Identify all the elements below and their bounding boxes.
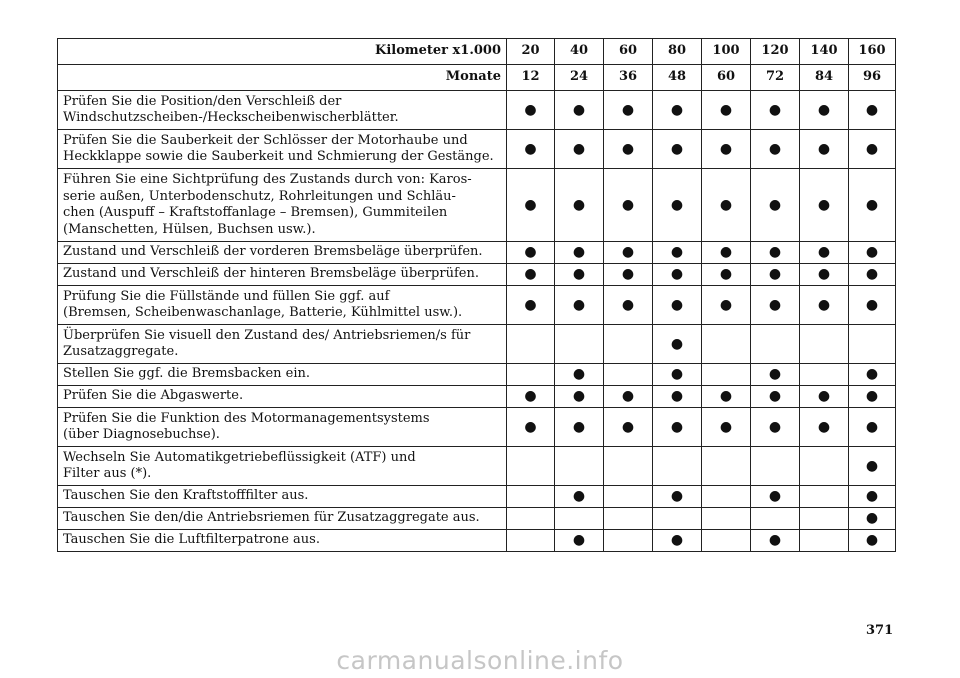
watermark-text: carmanualsonline.info [336, 646, 624, 675]
empty-cell [604, 364, 653, 386]
scheduled-dot: ● [507, 242, 555, 264]
scheduled-dot: ● [604, 91, 653, 130]
scheduled-dot: ● [555, 486, 604, 508]
scheduled-dot: ● [604, 169, 653, 242]
km-value: 120 [751, 39, 800, 65]
scheduled-dot: ● [604, 242, 653, 264]
empty-cell [604, 325, 653, 364]
scheduled-dot: ● [800, 264, 849, 286]
scheduled-dot: ● [751, 169, 800, 242]
task-description: Tauschen Sie den/die Antriebsriemen für Zusatzaggregate aus. [58, 508, 507, 530]
scheduled-dot: ● [604, 286, 653, 325]
km-value: 60 [604, 39, 653, 65]
empty-cell [507, 508, 555, 530]
scheduled-dot: ● [800, 242, 849, 264]
empty-cell [800, 364, 849, 386]
scheduled-dot: ● [555, 530, 604, 552]
scheduled-dot: ● [507, 91, 555, 130]
months-value: 60 [702, 65, 751, 91]
empty-cell [653, 508, 702, 530]
empty-cell [555, 508, 604, 530]
km-value: 20 [507, 39, 555, 65]
task-description: Tauschen Sie den Kraftstofffilter aus. [58, 486, 507, 508]
task-description: Überprüfen Sie visuell den Zustand des/ Antriebsriemen/s für Zusatzaggregate. [58, 325, 507, 364]
task-description: Prüfen Sie die Sauberkeit der Schlösser der Motorhaube und Heckklappe sowie die Sauberkeit und Schmierung der Gestänge. [58, 130, 507, 169]
scheduled-dot: ● [751, 264, 800, 286]
km-value: 160 [849, 39, 896, 65]
empty-cell [604, 447, 653, 486]
scheduled-dot: ● [800, 130, 849, 169]
scheduled-dot: ● [849, 286, 896, 325]
table-row [58, 508, 896, 530]
scheduled-dot: ● [653, 130, 702, 169]
table-row [58, 408, 896, 447]
task-description: Prüfen Sie die Abgaswerte. [58, 386, 507, 408]
empty-cell [702, 486, 751, 508]
scheduled-dot: ● [555, 364, 604, 386]
km-value: 80 [653, 39, 702, 65]
empty-cell [800, 447, 849, 486]
table-row [58, 91, 896, 130]
scheduled-dot: ● [555, 91, 604, 130]
empty-cell [507, 447, 555, 486]
table-row [58, 242, 896, 264]
task-description: Führen Sie eine Sichtprüfung des Zustands durch von: Karos- serie außen, Unterbodenschutz, Rohrleitungen und Schläu- chen (Auspuff – Kraftstoffanlage – Bremsen), Gummiteilen (Manschetten, Hülsen, Buchsen usw.). [58, 169, 507, 242]
scheduled-dot: ● [849, 530, 896, 552]
empty-cell [702, 364, 751, 386]
scheduled-dot: ● [555, 130, 604, 169]
scheduled-dot: ● [702, 130, 751, 169]
scheduled-dot: ● [653, 530, 702, 552]
table-row [58, 530, 896, 552]
maintenance-schedule-table [57, 38, 896, 552]
scheduled-dot: ● [507, 408, 555, 447]
scheduled-dot: ● [702, 264, 751, 286]
empty-cell [800, 486, 849, 508]
scheduled-dot: ● [849, 169, 896, 242]
scheduled-dot: ● [507, 386, 555, 408]
empty-cell [702, 530, 751, 552]
scheduled-dot: ● [604, 386, 653, 408]
km-value: 140 [800, 39, 849, 65]
scheduled-dot: ● [653, 486, 702, 508]
scheduled-dot: ● [751, 286, 800, 325]
empty-cell [555, 447, 604, 486]
empty-cell [702, 325, 751, 364]
header-row-months [58, 65, 896, 91]
scheduled-dot: ● [507, 169, 555, 242]
months-value: 24 [555, 65, 604, 91]
empty-cell [751, 508, 800, 530]
scheduled-dot: ● [751, 242, 800, 264]
task-description: Prüfen Sie die Position/den Verschleiß der Windschutzscheiben-/Heckscheibenwischerblätter. [58, 91, 507, 130]
scheduled-dot: ● [702, 169, 751, 242]
scheduled-dot: ● [555, 169, 604, 242]
empty-cell [604, 530, 653, 552]
months-value: 48 [653, 65, 702, 91]
scheduled-dot: ● [702, 286, 751, 325]
scheduled-dot: ● [751, 486, 800, 508]
scheduled-dot: ● [555, 386, 604, 408]
empty-cell [507, 530, 555, 552]
empty-cell [800, 508, 849, 530]
empty-cell [702, 508, 751, 530]
km-value: 100 [702, 39, 751, 65]
scheduled-dot: ● [555, 408, 604, 447]
scheduled-dot: ● [653, 408, 702, 447]
task-description: Stellen Sie ggf. die Bremsbacken ein. [58, 364, 507, 386]
empty-cell [800, 530, 849, 552]
scheduled-dot: ● [800, 408, 849, 447]
scheduled-dot: ● [702, 408, 751, 447]
scheduled-dot: ● [751, 130, 800, 169]
scheduled-dot: ● [555, 242, 604, 264]
scheduled-dot: ● [849, 447, 896, 486]
scheduled-dot: ● [555, 286, 604, 325]
table-row [58, 130, 896, 169]
empty-cell [751, 325, 800, 364]
scheduled-dot: ● [849, 242, 896, 264]
empty-cell [507, 325, 555, 364]
table-row [58, 286, 896, 325]
table-row [58, 364, 896, 386]
scheduled-dot: ● [849, 386, 896, 408]
scheduled-dot: ● [849, 408, 896, 447]
table-row [58, 486, 896, 508]
scheduled-dot: ● [653, 169, 702, 242]
scheduled-dot: ● [653, 242, 702, 264]
empty-cell [800, 325, 849, 364]
table-row [58, 264, 896, 286]
task-description: Zustand und Verschleiß der hinteren Bremsbeläge überprüfen. [58, 264, 507, 286]
scheduled-dot: ● [849, 91, 896, 130]
scheduled-dot: ● [604, 264, 653, 286]
empty-cell [849, 325, 896, 364]
scheduled-dot: ● [555, 264, 604, 286]
table-row [58, 325, 896, 364]
scheduled-dot: ● [507, 286, 555, 325]
scheduled-dot: ● [653, 286, 702, 325]
scheduled-dot: ● [800, 169, 849, 242]
scheduled-dot: ● [800, 91, 849, 130]
empty-cell [653, 447, 702, 486]
empty-cell [507, 364, 555, 386]
table-row [58, 386, 896, 408]
scheduled-dot: ● [653, 91, 702, 130]
scheduled-dot: ● [653, 264, 702, 286]
scheduled-dot: ● [653, 364, 702, 386]
km-value: 40 [555, 39, 604, 65]
empty-cell [702, 447, 751, 486]
scheduled-dot: ● [507, 264, 555, 286]
months-value: 12 [507, 65, 555, 91]
scheduled-dot: ● [653, 325, 702, 364]
scheduled-dot: ● [751, 408, 800, 447]
empty-cell [751, 447, 800, 486]
scheduled-dot: ● [653, 386, 702, 408]
table-row [58, 169, 896, 242]
header-row-km [58, 39, 896, 65]
scheduled-dot: ● [702, 242, 751, 264]
scheduled-dot: ● [751, 386, 800, 408]
months-value: 84 [800, 65, 849, 91]
scheduled-dot: ● [849, 264, 896, 286]
scheduled-dot: ● [507, 130, 555, 169]
scheduled-dot: ● [604, 130, 653, 169]
task-description: Prüfung Sie die Füllstände und füllen Sie ggf. auf (Bremsen, Scheibenwaschanlage, Batterie, Kühlmittel usw.). [58, 286, 507, 325]
empty-cell [604, 508, 653, 530]
scheduled-dot: ● [604, 408, 653, 447]
empty-cell [555, 325, 604, 364]
scheduled-dot: ● [800, 386, 849, 408]
months-value: 36 [604, 65, 653, 91]
scheduled-dot: ● [751, 364, 800, 386]
scheduled-dot: ● [849, 508, 896, 530]
page-number: 371 [866, 623, 894, 638]
scheduled-dot: ● [702, 91, 751, 130]
scheduled-dot: ● [702, 386, 751, 408]
months-value: 72 [751, 65, 800, 91]
task-description: Tauschen Sie die Luftfilterpatrone aus. [58, 530, 507, 552]
scheduled-dot: ● [849, 130, 896, 169]
task-description: Wechseln Sie Automatikgetriebeflüssigkeit (ATF) und Filter aus (*). [58, 447, 507, 486]
scheduled-dot: ● [800, 286, 849, 325]
km-label: Kilometer x1.000 [58, 39, 507, 65]
scheduled-dot: ● [849, 486, 896, 508]
months-value: 96 [849, 65, 896, 91]
task-description: Prüfen Sie die Funktion des Motormanagementsystems (über Diagnosebuchse). [58, 408, 507, 447]
scheduled-dot: ● [751, 530, 800, 552]
table-row [58, 447, 896, 486]
empty-cell [604, 486, 653, 508]
scheduled-dot: ● [751, 91, 800, 130]
scheduled-dot: ● [849, 364, 896, 386]
task-description: Zustand und Verschleiß der vorderen Bremsbeläge überprüfen. [58, 242, 507, 264]
months-label: Monate [58, 65, 507, 91]
empty-cell [507, 486, 555, 508]
